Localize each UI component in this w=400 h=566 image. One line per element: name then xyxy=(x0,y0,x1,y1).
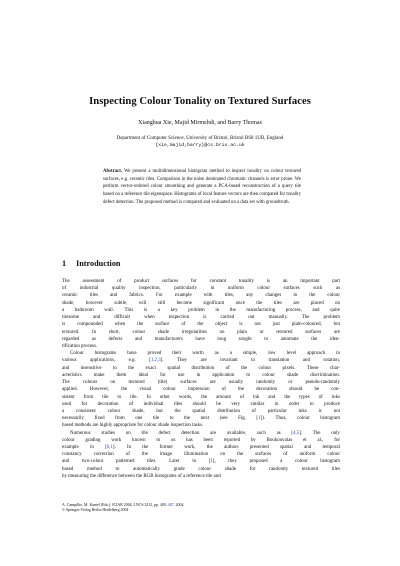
line-text: example in [ xyxy=(62,445,107,451)
line-text: tification process. xyxy=(62,343,98,349)
body-line xyxy=(62,307,340,314)
section-title: Introduction xyxy=(76,259,121,268)
citation-link[interactable]: 1 xyxy=(210,459,213,465)
author-list: Xianghua Xie, Majid Mirmehdi, and Barry Thomas xyxy=(138,120,262,126)
line-text: Numerous studies on tile defect detection are available, such as [ xyxy=(70,430,294,436)
line-text: ]. They are invariant to translation and rotation, xyxy=(160,358,340,364)
body-line xyxy=(62,458,340,465)
body-line xyxy=(62,408,340,415)
affiliation-email: {xie,majid,barry}@cs.bris.ac.uk xyxy=(155,143,245,148)
body-line xyxy=(62,379,340,386)
line-text: a consistent colour shade, but the spatial distribution of particular inks is not xyxy=(62,408,340,414)
line-text: regarded as defects and manufacturers have long sought to automate the iden- xyxy=(62,336,340,342)
copyright-footnote xyxy=(62,503,184,513)
line-text: by measuring the difference between the RGB histograms of a reference tile and xyxy=(62,473,221,479)
body-line xyxy=(62,343,340,350)
body-line xyxy=(62,300,340,307)
line-text: of industrial quality inspection, particularly in uniform colour surfaces such as xyxy=(62,286,340,292)
body-line xyxy=(62,292,340,299)
body-line xyxy=(62,321,340,328)
line-text: and insensitive to the exact spatial distribution of the colour pixels. These char- xyxy=(62,365,340,371)
body-line xyxy=(62,401,340,408)
body-line xyxy=(62,394,340,401)
body-line xyxy=(62,365,340,372)
line-text: sistent from tile to tile. In other words, the amount of ink and the types of inks xyxy=(62,394,340,400)
line-text: The assessment of product surfaces for constant tonality is an important part xyxy=(62,279,340,284)
body-line xyxy=(62,329,340,336)
line-text: is compounded when the surface of the object is not just plain-coloured, but xyxy=(62,322,340,328)
line-text: ]). Thus, colour histogram xyxy=(260,416,341,422)
footnote-copyright: © Springer-Verlag Berlin Heidelberg 2004 xyxy=(62,508,129,513)
affiliation xyxy=(0,135,400,149)
body-line xyxy=(62,336,340,343)
line-text: a bathroom wall. This is a key problem in the manufacturing process, and quite xyxy=(62,307,340,313)
footnote-page-link[interactable]: 407 xyxy=(167,503,174,507)
line-text: acteristics make them ideal for use in application to colour shade discrimination. xyxy=(62,372,340,378)
body-line xyxy=(62,430,340,437)
body-line xyxy=(62,285,340,292)
body-line xyxy=(62,422,340,429)
footnote-publication-text: A. Campilho, M. Kamel (Eds.): ICIAR 2004, LNCS 3212, pp. 400– xyxy=(62,503,168,507)
body-line xyxy=(62,473,340,480)
line-text: and two-colour patterned tiles. Later in [ xyxy=(62,459,211,465)
affiliation-department: Department of Computer Science, University of Bristol, Bristol BS8 1UB, England xyxy=(116,136,284,141)
line-text: textured. In short, colour shade irregularities on plain or textured surfaces are xyxy=(62,329,340,335)
line-text: ], they proposed a colour histogram xyxy=(212,459,340,465)
abstract-label: Abstract. xyxy=(103,169,123,174)
body-line xyxy=(62,278,340,285)
abstract-text: We present a multidimensional histogram method to inspect tonality on colour textured surfaces, e.g. ceramic tiles. Comparison in the noise dominated chromatic channels is error prone. We perform vector-ordered colour smoothing and generate a PCA-based reconstruction of a query tile based on a reference tile eigenspace. Histograms of local feature vectors are then compared for tonality defect detection. The proposed method is compared and evaluated on a data set with groundtruth. xyxy=(103,169,301,205)
paper-title: Inspecting Colour Tonality on Textured Surfaces xyxy=(89,96,311,107)
line-text: Colour histograms have proved their worth as a simple, low level approach in xyxy=(70,351,340,357)
citation-link[interactable]: 6,1 xyxy=(106,445,113,451)
line-text: ]. The only xyxy=(299,430,340,436)
line-text: ]. In the former work, the authors presented spatial and temporal xyxy=(112,445,340,451)
section-heading xyxy=(62,259,120,268)
body-line xyxy=(62,314,340,321)
footnote-publication-end: , 2004. xyxy=(173,503,185,507)
citation-link[interactable]: 4,5 xyxy=(293,430,300,436)
body-line xyxy=(62,444,340,451)
line-text: ceramic tiles and fabrics. For example with tiles, any changes in the colour xyxy=(62,293,340,299)
line-text: applied. However, the visual colour impression of the decoration should be con- xyxy=(62,387,340,393)
body-line xyxy=(62,415,340,422)
line-text: used for decoration of individual tiles should be very similar in order to produce xyxy=(62,401,340,407)
body-line xyxy=(62,357,340,364)
section-number: 1 xyxy=(62,259,67,268)
body-line xyxy=(62,451,340,458)
line-text: shade, however subtle, will still become significant once the tiles are placed on xyxy=(62,300,340,306)
body-line xyxy=(62,350,340,357)
line-text: based method to automatically grade colour shade for randomly textured tiles xyxy=(62,466,340,472)
line-text: based methods are highly appropriate for colour shade inspection tasks. xyxy=(62,423,204,429)
body-line xyxy=(62,372,340,379)
citation-link[interactable]: 1,2,3 xyxy=(150,358,161,364)
body-line xyxy=(62,386,340,393)
line-text: colour grading work known to us has been reported by Boukouvalas et al., for xyxy=(62,437,340,443)
line-text: various applications, e.g. [ xyxy=(62,358,151,364)
body-text xyxy=(62,278,340,480)
body-line xyxy=(62,437,340,444)
line-text: constancy correction of the image illumination on the surfaces of uniform colour xyxy=(62,452,340,458)
abstract xyxy=(103,168,301,207)
line-text: necessarily fixed from one tile to the next (see Fig. [ xyxy=(62,416,259,422)
body-line xyxy=(62,466,340,473)
line-text: The colours on textured (tile) surfaces are usually randomly or pseudo-randomly xyxy=(62,380,340,386)
line-text: tiresome and difficult when inspection is carried out manually. The problem xyxy=(62,315,340,321)
citation-link[interactable]: 1 xyxy=(258,416,261,422)
